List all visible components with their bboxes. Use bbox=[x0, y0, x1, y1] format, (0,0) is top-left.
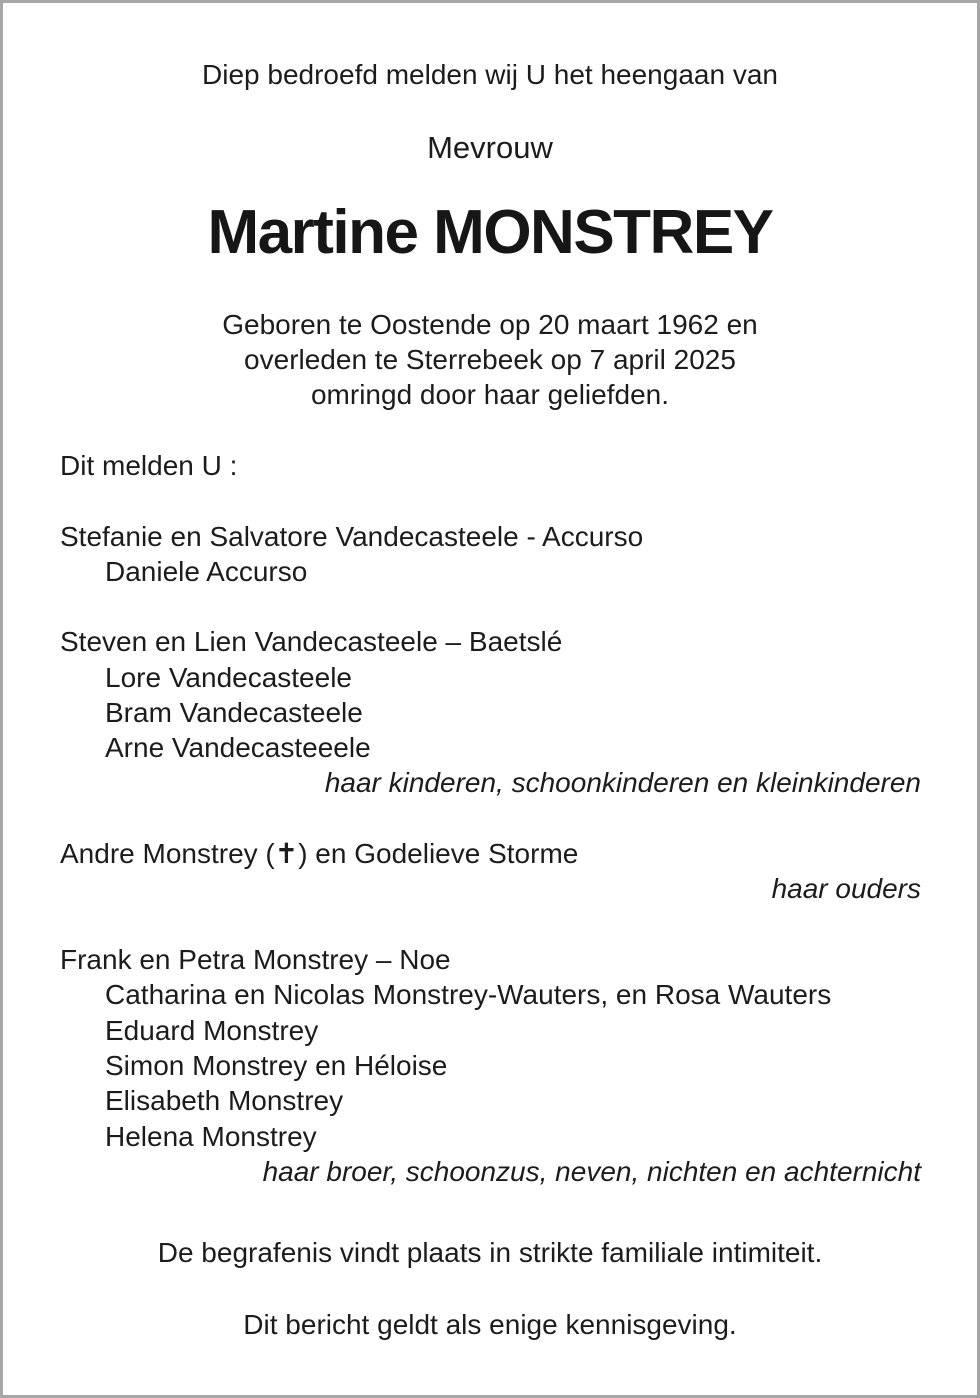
deceased-name: Martine MONSTREY bbox=[207, 198, 773, 267]
death-line: overleden te Sterrebeek op 7 april 2025 bbox=[244, 344, 736, 375]
intro-text: Diep bedroefd melden wij U het heengaan van bbox=[202, 59, 778, 90]
surrounded-line: omringd door haar geliefden. bbox=[310, 379, 669, 410]
family-member: Eduard Monstrey bbox=[105, 1015, 319, 1046]
announcers-heading: Dit melden U : bbox=[60, 450, 238, 481]
family-main: Steven en Lien Vandecasteele – Baetslé bbox=[60, 626, 563, 657]
family-member: Simon Monstrey en Héloise bbox=[105, 1050, 448, 1081]
relation-label: haar broer, schoonzus, neven, nichten en achternicht bbox=[262, 1156, 921, 1187]
family-member: Lore Vandecasteele bbox=[105, 662, 352, 693]
relation-label: haar ouders bbox=[771, 873, 921, 904]
family-member: Elisabeth Monstrey bbox=[105, 1085, 344, 1116]
birth-line: Geboren te Oostende op 20 maart 1962 en bbox=[222, 309, 758, 340]
family-main: Andre Monstrey (✝) en Godelieve Storme bbox=[60, 838, 579, 869]
closing-note: Dit bericht geldt als enige kennisgeving. bbox=[243, 1309, 737, 1340]
family-member: Catharina en Nicolas Monstrey-Wauters, en Rosa Wauters bbox=[105, 979, 832, 1010]
family-member: Bram Vandecasteele bbox=[105, 697, 363, 728]
salutation: Mevrouw bbox=[427, 130, 553, 165]
family-member: Daniele Accurso bbox=[105, 556, 308, 587]
relation-label: haar kinderen, schoonkinderen en kleinkinderen bbox=[324, 767, 921, 798]
family-main: Stefanie en Salvatore Vandecasteele - Accurso bbox=[60, 521, 644, 552]
family-member: Helena Monstrey bbox=[105, 1121, 317, 1152]
funeral-note: De begrafenis vindt plaats in strikte familiale intimiteit. bbox=[157, 1237, 823, 1268]
family-member: Arne Vandecasteeele bbox=[105, 732, 371, 763]
family-main: Frank en Petra Monstrey – Noe bbox=[60, 944, 451, 975]
